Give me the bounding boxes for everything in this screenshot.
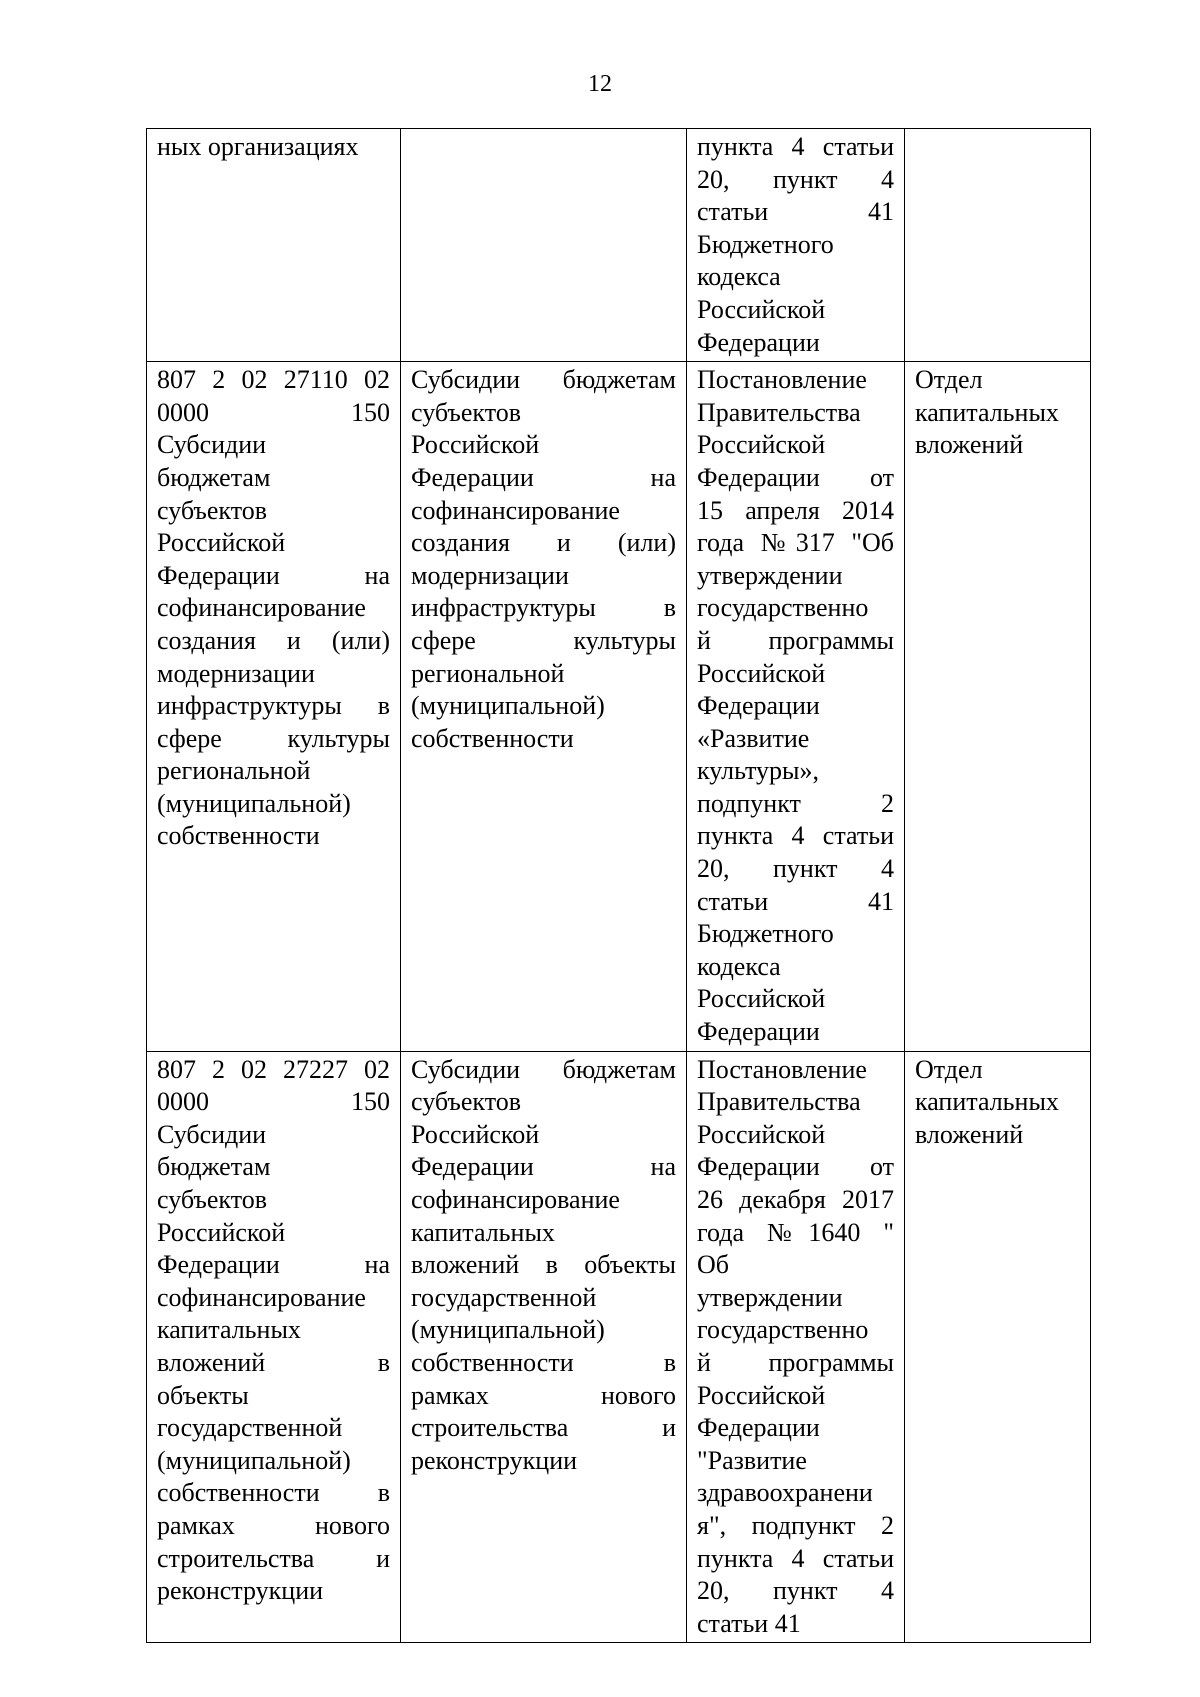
cell-line: 20, пункт 4 [697, 854, 894, 884]
cell-line: 20, пункт 4 [697, 164, 894, 194]
cell-line: статьи 41 [697, 197, 894, 227]
cell-line: Субсидии бюджетам [411, 1054, 676, 1084]
cell-line: Субсидии [157, 430, 267, 460]
cell-line: кодекса [697, 951, 781, 981]
cell-line: кодекса [697, 262, 781, 292]
cell-line: собственности в [411, 1347, 676, 1377]
cell-line: капитальных [915, 397, 1059, 427]
cell-line: статьи 41 [697, 1608, 801, 1638]
cell-line: Российской [697, 984, 826, 1014]
cell-line: пункта 4 статьи [697, 821, 894, 851]
cell-line: капитальных [411, 1217, 555, 1247]
cell-line: Российской [697, 1119, 826, 1149]
cell-line: й программы [697, 625, 894, 655]
cell-line: пункта 4 статьи [697, 1543, 894, 1573]
cell-line: государственно [697, 593, 869, 623]
cell-line: (муниципальной) [157, 1445, 351, 1475]
cell-line: субъектов [411, 1087, 522, 1117]
cell-line: 26 декабря 2017 [697, 1185, 894, 1214]
cell-line: Федерации на [411, 462, 676, 492]
cell-line: Федерации на [411, 1152, 676, 1182]
cell-line: инфраструктуры в [411, 593, 676, 623]
cell-line: собственности в [157, 1478, 390, 1508]
cell-line: статьи 41 [697, 886, 894, 916]
cell-line: 807 2 02 27110 02 [157, 365, 390, 395]
cell-line: 0000 150 [157, 397, 390, 427]
cell-line: Федерации [697, 691, 820, 721]
cell-line: Российской [697, 1380, 826, 1410]
cell-line: софинансирование [157, 1282, 366, 1312]
cell-line: Российской [411, 430, 540, 460]
code-description-cell [147, 129, 401, 362]
cell-line: 20, пункт 4 [697, 1576, 894, 1606]
cell-line: пункта 4 статьи [697, 132, 894, 161]
cell-line: строительства и [157, 1543, 390, 1573]
code-description-cell [147, 1051, 401, 1643]
cell-line: создания и (или) [411, 528, 676, 558]
cell-line: ных организациях [157, 132, 359, 161]
legal-basis-cell [687, 129, 905, 362]
cell-line: й программы [697, 1347, 894, 1377]
cell-line: здравоохранени [697, 1478, 873, 1508]
cell-line: Федерации [697, 1017, 820, 1047]
cell-line: Федерации на [157, 560, 390, 590]
cell-line: собственности [411, 723, 574, 753]
cell-line: капитальных [915, 1087, 1059, 1117]
cell-line: вложений в [157, 1347, 390, 1377]
cell-line: вложений в объекты [411, 1250, 676, 1280]
cell-line: бюджетам [157, 1152, 271, 1182]
cell-line: (муниципальной) [411, 1315, 605, 1345]
cell-line: Об [697, 1250, 730, 1280]
cell-line: Субсидии бюджетам [411, 365, 676, 395]
cell-line: инфраструктуры в [157, 691, 390, 721]
cell-line: культуры», [697, 756, 819, 786]
cell-line: модернизации [157, 658, 315, 688]
cell-line: года №1640 " [697, 1217, 894, 1247]
cell-line: Постановление [697, 1054, 867, 1084]
cell-line: Федерации [697, 1413, 820, 1443]
cell-line: подпункт 2 [697, 788, 894, 818]
cell-line: Постановление [697, 365, 867, 395]
cell-line: Федерации [697, 327, 820, 357]
cell-line: Федерации на [157, 1250, 390, 1280]
cell-line: субъектов [157, 1185, 268, 1214]
cell-line: Бюджетного [697, 919, 834, 949]
cell-line: Отдел [915, 1054, 983, 1084]
cell-line: вложений [915, 1119, 1024, 1149]
cell-line: софинансирование [411, 495, 620, 525]
cell-line: Российской [411, 1119, 540, 1149]
cell-line: (муниципальной) [157, 788, 351, 818]
cell-line: объекты [157, 1380, 249, 1410]
subsidy-name-cell [401, 129, 687, 362]
cell-line: региональной [157, 756, 311, 786]
cell-line: Отдел [915, 365, 983, 395]
cell-line: софинансирование [411, 1185, 620, 1214]
cell-line: Российской [157, 1217, 286, 1247]
legal-basis-cell [687, 1051, 905, 1643]
cell-line: года №317 "Об [697, 528, 894, 558]
table-row [147, 129, 1091, 362]
cell-line: Российской [697, 294, 826, 324]
cell-line: государственной [411, 1282, 597, 1312]
cell-line: субъектов [411, 397, 522, 427]
cell-line: бюджетам [157, 462, 271, 492]
cell-line: создания и (или) [157, 625, 390, 655]
cell-line: государственно [697, 1315, 869, 1345]
cell-line: субъектов [157, 495, 268, 525]
page-number: 12 [588, 71, 612, 97]
cell-line: софинансирование [157, 593, 366, 623]
table-row [147, 362, 1091, 1051]
cell-line: утверждении [697, 560, 843, 590]
department-cell [905, 362, 1091, 1051]
cell-line: я", подпункт 2 [697, 1510, 894, 1540]
cell-line: 0000 150 [157, 1087, 390, 1117]
cell-line: капитальных [157, 1315, 301, 1345]
cell-line: «Развитие [697, 723, 810, 753]
cell-line: Субсидии [157, 1119, 267, 1149]
cell-line: Правительства [697, 397, 861, 427]
cell-line: строительства и [411, 1413, 676, 1443]
code-description-cell [147, 362, 401, 1051]
cell-line: Российской [157, 528, 286, 558]
cell-line: рамках нового [157, 1510, 390, 1540]
cell-line: сфере культуры [411, 625, 676, 655]
cell-line: вложений [915, 430, 1024, 460]
cell-line: государственной [157, 1413, 343, 1443]
cell-line: 15 апреля 2014 [697, 495, 894, 525]
budget-table [146, 128, 1091, 1643]
cell-line: утверждении [697, 1282, 843, 1312]
subsidy-name-cell [401, 362, 687, 1051]
cell-line: региональной [411, 658, 565, 688]
cell-line: модернизации [411, 560, 569, 590]
department-cell [905, 129, 1091, 362]
cell-line: "Развитие [697, 1445, 807, 1475]
cell-line: реконструкции [157, 1576, 324, 1606]
subsidy-name-cell [401, 1051, 687, 1643]
table-row [147, 1051, 1091, 1643]
cell-line: Российской [697, 430, 826, 460]
cell-line: Российской [697, 658, 826, 688]
cell-line: реконструкции [411, 1445, 578, 1475]
cell-line: сфере культуры [157, 723, 390, 753]
cell-line: рамках нового [411, 1380, 676, 1410]
legal-basis-cell [687, 362, 905, 1051]
cell-line: Бюджетного [697, 229, 834, 259]
cell-line: 807 2 02 27227 02 [157, 1054, 390, 1084]
cell-line: Федерации от [697, 462, 894, 492]
cell-line: (муниципальной) [411, 691, 605, 721]
cell-line: собственности [157, 821, 320, 851]
cell-line: Федерации от [697, 1152, 894, 1182]
department-cell [905, 1051, 1091, 1643]
cell-line: Правительства [697, 1087, 861, 1117]
